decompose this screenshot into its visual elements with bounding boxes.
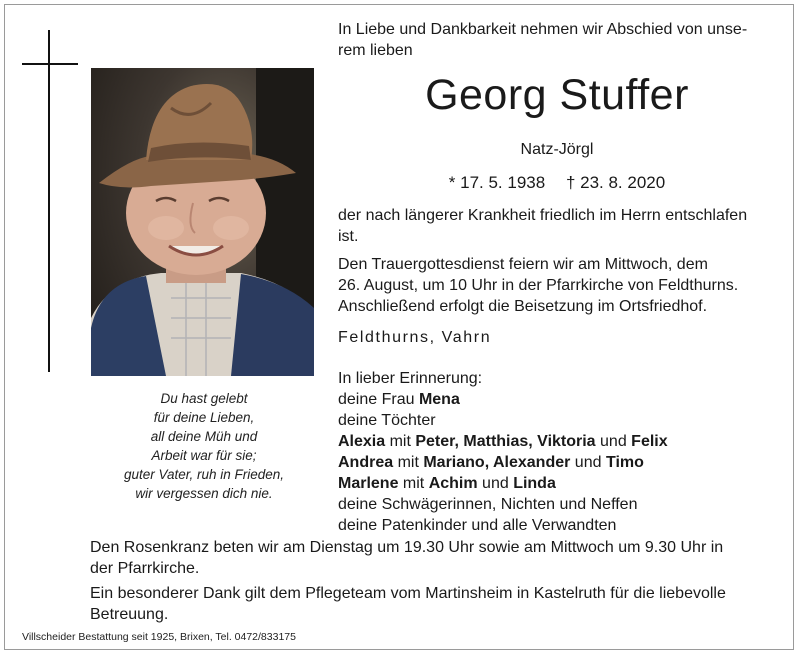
family-member-name: Felix	[631, 433, 668, 450]
death-date: † 23. 8. 2020	[565, 173, 666, 192]
family-connector: und	[595, 433, 632, 450]
family-member-name: Andrea	[338, 454, 394, 471]
family-label: deine Frau	[338, 391, 419, 408]
funeral-line: 26. August, um 10 Uhr in der Pfarrkirche von Feldthurns.	[338, 277, 739, 294]
memorial-poem	[104, 389, 304, 503]
family-line-marlene	[338, 473, 778, 494]
intro-text	[338, 19, 778, 61]
thanks-line: Ein besonderer Dank gilt dem Pflegeteam vom Martinsheim in Kastelruth für die liebevolle	[90, 585, 726, 602]
cross-icon-bar	[22, 63, 78, 65]
family-connector: und	[477, 475, 514, 492]
intro-line: rem lieben	[338, 42, 413, 59]
family-connector: mit	[398, 475, 429, 492]
family-member-name: Mena	[418, 391, 460, 408]
funeral-home-footer: Villscheider Bestattung seit 1925, Brixen, Tel. 0472/833175	[22, 631, 296, 643]
poem-line: Du hast gelebt	[160, 391, 248, 406]
announcement-text	[338, 205, 778, 247]
portrait-photo	[91, 68, 314, 376]
family-member-name: Alexia	[338, 433, 386, 450]
nickname: Natz-Jörgl	[520, 141, 594, 158]
rosary-line: Den Rosenkranz beten wir am Dienstag um 19.30 Uhr sowie am Mittwoch um 9.30 Uhr in	[90, 539, 724, 556]
thanks-line: Betreuung.	[90, 606, 169, 623]
family-godchildren: deine Patenkinder und alle Verwandten	[338, 517, 617, 534]
rosary-text	[90, 537, 778, 579]
family-heading: In lieber Erinnerung:	[338, 370, 483, 387]
funeral-line: Den Trauergottesdienst feiern wir am Mittwoch, dem	[338, 256, 708, 273]
poem-line: Arbeit war für sie;	[151, 448, 257, 463]
family-line-andrea	[338, 452, 778, 473]
family-wife	[338, 389, 778, 410]
cross-icon	[48, 30, 50, 372]
poem-line: guter Vater, ruh in Frieden,	[123, 467, 285, 482]
family-member-name: Mariano, Alexander	[423, 454, 571, 471]
announcement-line: ist.	[338, 228, 359, 245]
funeral-text	[338, 254, 778, 317]
life-dates	[337, 173, 777, 193]
birth-date: * 17. 5. 1938	[448, 173, 546, 192]
family-member-name: Achim	[428, 475, 478, 492]
family-member-name: Linda	[513, 475, 556, 492]
family-connector: mit	[393, 454, 424, 471]
family-daughters: deine Töchter	[338, 412, 436, 429]
thanks-text	[90, 583, 778, 625]
poem-line: wir vergessen dich nie.	[135, 486, 273, 501]
family-member-name: Timo	[605, 454, 644, 471]
family-member-name: Peter, Matthias, Viktoria	[415, 433, 596, 450]
funeral-line: Anschließend erfolgt die Beisetzung im Ortsfriedhof.	[338, 298, 708, 315]
poem-line: all deine Müh und	[150, 429, 258, 444]
family-connector: und	[570, 454, 606, 471]
family-connector: mit	[385, 433, 416, 450]
deceased-name: Georg Stuffer	[425, 71, 689, 119]
poem-line: für deine Lieben,	[153, 410, 255, 425]
family-line-alexia	[338, 431, 778, 452]
family-member-name: Marlene	[338, 475, 399, 492]
intro-line: In Liebe und Dankbarkeit nehmen wir Abschied von unse-	[338, 21, 748, 38]
family-list	[338, 368, 778, 536]
family-in-laws: deine Schwägerinnen, Nichten und Neffen	[338, 496, 638, 513]
places: Feldthurns, Vahrn	[338, 329, 492, 346]
rosary-line: der Pfarrkirche.	[90, 560, 200, 577]
announcement-line: der nach längerer Krankheit friedlich im Herrn entschlafen	[338, 207, 748, 224]
